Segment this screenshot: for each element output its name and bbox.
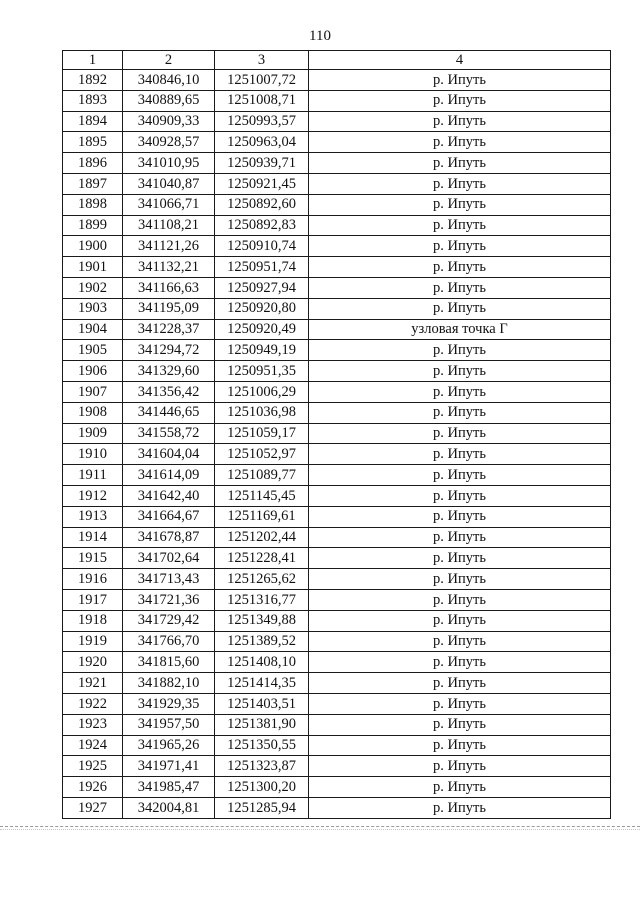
cell-description: р. Ипуть: [309, 173, 611, 194]
table-body: [63, 70, 611, 819]
table-row: [63, 465, 611, 486]
cell-description: р. Ипуть: [309, 693, 611, 714]
table-row: [63, 589, 611, 610]
cell-description: р. Ипуть: [309, 652, 611, 673]
cell-x-coordinate: 341678,87: [123, 527, 215, 548]
cell-y-coordinate: 1251007,72: [215, 70, 309, 91]
cell-point-number: 1893: [63, 90, 123, 111]
cell-x-coordinate: 341228,37: [123, 319, 215, 340]
table-row: [63, 777, 611, 798]
cell-x-coordinate: 341664,67: [123, 506, 215, 527]
cell-point-number: 1916: [63, 569, 123, 590]
table-row: [63, 506, 611, 527]
table-row: [63, 673, 611, 694]
cell-x-coordinate: 341558,72: [123, 423, 215, 444]
cell-y-coordinate: 1251350,55: [215, 735, 309, 756]
table-row: [63, 90, 611, 111]
table-row: [63, 652, 611, 673]
cell-y-coordinate: 1251408,10: [215, 652, 309, 673]
cell-x-coordinate: 341965,26: [123, 735, 215, 756]
table-row: [63, 756, 611, 777]
cell-description: р. Ипуть: [309, 465, 611, 486]
cell-y-coordinate: 1250927,94: [215, 277, 309, 298]
table-row: [63, 70, 611, 91]
cell-x-coordinate: 341702,64: [123, 548, 215, 569]
cell-description: р. Ипуть: [309, 153, 611, 174]
cell-point-number: 1911: [63, 465, 123, 486]
cell-y-coordinate: 1251006,29: [215, 381, 309, 402]
cell-point-number: 1912: [63, 485, 123, 506]
cell-x-coordinate: 340909,33: [123, 111, 215, 132]
cell-y-coordinate: 1250920,49: [215, 319, 309, 340]
cell-y-coordinate: 1251323,87: [215, 756, 309, 777]
cell-point-number: 1924: [63, 735, 123, 756]
cell-point-number: 1906: [63, 361, 123, 382]
cell-description: р. Ипуть: [309, 797, 611, 818]
cell-description: р. Ипуть: [309, 756, 611, 777]
cell-y-coordinate: 1251403,51: [215, 693, 309, 714]
cell-x-coordinate: 341766,70: [123, 631, 215, 652]
cell-point-number: 1923: [63, 714, 123, 735]
cell-y-coordinate: 1250939,71: [215, 153, 309, 174]
cell-y-coordinate: 1251228,41: [215, 548, 309, 569]
cell-point-number: 1919: [63, 631, 123, 652]
cell-description: р. Ипуть: [309, 257, 611, 278]
cell-description: р. Ипуть: [309, 194, 611, 215]
cell-description: р. Ипуть: [309, 506, 611, 527]
scan-artifact-line-lower: [0, 829, 640, 830]
cell-y-coordinate: 1251145,45: [215, 485, 309, 506]
table-row: [63, 132, 611, 153]
cell-y-coordinate: 1251300,20: [215, 777, 309, 798]
cell-x-coordinate: 341010,95: [123, 153, 215, 174]
cell-description: р. Ипуть: [309, 548, 611, 569]
cell-y-coordinate: 1251285,94: [215, 797, 309, 818]
cell-y-coordinate: 1250949,19: [215, 340, 309, 361]
cell-description: р. Ипуть: [309, 132, 611, 153]
cell-description: р. Ипуть: [309, 610, 611, 631]
column-header-3: 3: [215, 51, 309, 70]
cell-y-coordinate: 1251202,44: [215, 527, 309, 548]
cell-x-coordinate: 340846,10: [123, 70, 215, 91]
cell-description: р. Ипуть: [309, 215, 611, 236]
cell-point-number: 1898: [63, 194, 123, 215]
cell-y-coordinate: 1251414,35: [215, 673, 309, 694]
table-row: [63, 527, 611, 548]
cell-x-coordinate: 341971,41: [123, 756, 215, 777]
cell-x-coordinate: 341713,43: [123, 569, 215, 590]
cell-description: р. Ипуть: [309, 714, 611, 735]
cell-point-number: 1903: [63, 298, 123, 319]
cell-y-coordinate: 1251052,97: [215, 444, 309, 465]
table-row: [63, 257, 611, 278]
cell-x-coordinate: 341882,10: [123, 673, 215, 694]
cell-description: р. Ипуть: [309, 402, 611, 423]
cell-description: р. Ипуть: [309, 277, 611, 298]
cell-point-number: 1904: [63, 319, 123, 340]
cell-description: р. Ипуть: [309, 361, 611, 382]
table-row: [63, 610, 611, 631]
cell-description: р. Ипуть: [309, 673, 611, 694]
cell-point-number: 1892: [63, 70, 123, 91]
cell-x-coordinate: 341642,40: [123, 485, 215, 506]
column-header-1: 1: [63, 51, 123, 70]
scan-artifact-line: [0, 826, 640, 827]
cell-point-number: 1917: [63, 589, 123, 610]
cell-x-coordinate: 341108,21: [123, 215, 215, 236]
cell-point-number: 1918: [63, 610, 123, 631]
cell-y-coordinate: 1250910,74: [215, 236, 309, 257]
cell-description: р. Ипуть: [309, 444, 611, 465]
cell-x-coordinate: 341040,87: [123, 173, 215, 194]
cell-point-number: 1899: [63, 215, 123, 236]
table-row: [63, 340, 611, 361]
cell-description: р. Ипуть: [309, 340, 611, 361]
cell-y-coordinate: 1251316,77: [215, 589, 309, 610]
cell-point-number: 1927: [63, 797, 123, 818]
cell-point-number: 1914: [63, 527, 123, 548]
table-row: [63, 735, 611, 756]
cell-point-number: 1895: [63, 132, 123, 153]
cell-description: р. Ипуть: [309, 236, 611, 257]
cell-description: р. Ипуть: [309, 90, 611, 111]
cell-x-coordinate: 341721,36: [123, 589, 215, 610]
cell-point-number: 1901: [63, 257, 123, 278]
cell-y-coordinate: 1251389,52: [215, 631, 309, 652]
cell-x-coordinate: 340928,57: [123, 132, 215, 153]
page-number: 110: [309, 28, 331, 44]
cell-y-coordinate: 1251008,71: [215, 90, 309, 111]
cell-y-coordinate: 1250920,80: [215, 298, 309, 319]
cell-x-coordinate: 341121,26: [123, 236, 215, 257]
cell-x-coordinate: 341614,09: [123, 465, 215, 486]
cell-x-coordinate: 341815,60: [123, 652, 215, 673]
cell-description: р. Ипуть: [309, 70, 611, 91]
table-row: [63, 569, 611, 590]
cell-point-number: 1902: [63, 277, 123, 298]
cell-description: р. Ипуть: [309, 735, 611, 756]
table-row: [63, 153, 611, 174]
cell-x-coordinate: 340889,65: [123, 90, 215, 111]
table-row: [63, 215, 611, 236]
cell-y-coordinate: 1251169,61: [215, 506, 309, 527]
cell-y-coordinate: 1251381,90: [215, 714, 309, 735]
table-row: [63, 381, 611, 402]
cell-y-coordinate: 1250963,04: [215, 132, 309, 153]
cell-description: р. Ипуть: [309, 569, 611, 590]
cell-y-coordinate: 1251089,77: [215, 465, 309, 486]
table-header-row: [63, 51, 611, 70]
cell-point-number: 1894: [63, 111, 123, 132]
table-row: [63, 111, 611, 132]
cell-description: р. Ипуть: [309, 111, 611, 132]
cell-y-coordinate: 1250951,35: [215, 361, 309, 382]
table-row: [63, 548, 611, 569]
cell-y-coordinate: 1250921,45: [215, 173, 309, 194]
cell-x-coordinate: 341066,71: [123, 194, 215, 215]
table-row: [63, 236, 611, 257]
cell-point-number: 1920: [63, 652, 123, 673]
cell-x-coordinate: 341929,35: [123, 693, 215, 714]
cell-x-coordinate: 341985,47: [123, 777, 215, 798]
cell-point-number: 1896: [63, 153, 123, 174]
cell-x-coordinate: 341132,21: [123, 257, 215, 278]
cell-y-coordinate: 1250951,74: [215, 257, 309, 278]
cell-x-coordinate: 341446,65: [123, 402, 215, 423]
cell-point-number: 1915: [63, 548, 123, 569]
cell-point-number: 1910: [63, 444, 123, 465]
table-row: [63, 277, 611, 298]
cell-point-number: 1909: [63, 423, 123, 444]
cell-description: р. Ипуть: [309, 589, 611, 610]
table-row: [63, 444, 611, 465]
cell-x-coordinate: 341294,72: [123, 340, 215, 361]
table-row: [63, 194, 611, 215]
cell-description: р. Ипуть: [309, 631, 611, 652]
cell-y-coordinate: 1250892,60: [215, 194, 309, 215]
cell-description: р. Ипуть: [309, 298, 611, 319]
cell-point-number: 1921: [63, 673, 123, 694]
cell-y-coordinate: 1251265,62: [215, 569, 309, 590]
cell-point-number: 1908: [63, 402, 123, 423]
column-header-2: 2: [123, 51, 215, 70]
cell-description: р. Ипуть: [309, 423, 611, 444]
cell-x-coordinate: 341329,60: [123, 361, 215, 382]
cell-description: р. Ипуть: [309, 777, 611, 798]
table-row: [63, 402, 611, 423]
cell-description: узловая точка Г: [309, 319, 611, 340]
cell-point-number: 1897: [63, 173, 123, 194]
table-row: [63, 173, 611, 194]
table-row: [63, 631, 611, 652]
table-row: [63, 361, 611, 382]
cell-point-number: 1925: [63, 756, 123, 777]
coordinates-table: [62, 50, 611, 819]
cell-description: р. Ипуть: [309, 485, 611, 506]
cell-point-number: 1926: [63, 777, 123, 798]
table-row: [63, 797, 611, 818]
cell-y-coordinate: 1251059,17: [215, 423, 309, 444]
cell-x-coordinate: 342004,81: [123, 797, 215, 818]
cell-point-number: 1907: [63, 381, 123, 402]
table-row: [63, 298, 611, 319]
cell-y-coordinate: 1250993,57: [215, 111, 309, 132]
table-row: [63, 693, 611, 714]
cell-description: р. Ипуть: [309, 381, 611, 402]
cell-x-coordinate: 341195,09: [123, 298, 215, 319]
cell-y-coordinate: 1251036,98: [215, 402, 309, 423]
cell-x-coordinate: 341604,04: [123, 444, 215, 465]
column-header-4: 4: [309, 51, 611, 70]
cell-description: р. Ипуть: [309, 527, 611, 548]
table-row: [63, 485, 611, 506]
cell-point-number: 1905: [63, 340, 123, 361]
table-row: [63, 319, 611, 340]
cell-point-number: 1913: [63, 506, 123, 527]
cell-point-number: 1900: [63, 236, 123, 257]
cell-y-coordinate: 1250892,83: [215, 215, 309, 236]
table-row: [63, 423, 611, 444]
cell-x-coordinate: 341356,42: [123, 381, 215, 402]
cell-x-coordinate: 341957,50: [123, 714, 215, 735]
cell-y-coordinate: 1251349,88: [215, 610, 309, 631]
cell-point-number: 1922: [63, 693, 123, 714]
table-row: [63, 714, 611, 735]
cell-x-coordinate: 341729,42: [123, 610, 215, 631]
cell-x-coordinate: 341166,63: [123, 277, 215, 298]
